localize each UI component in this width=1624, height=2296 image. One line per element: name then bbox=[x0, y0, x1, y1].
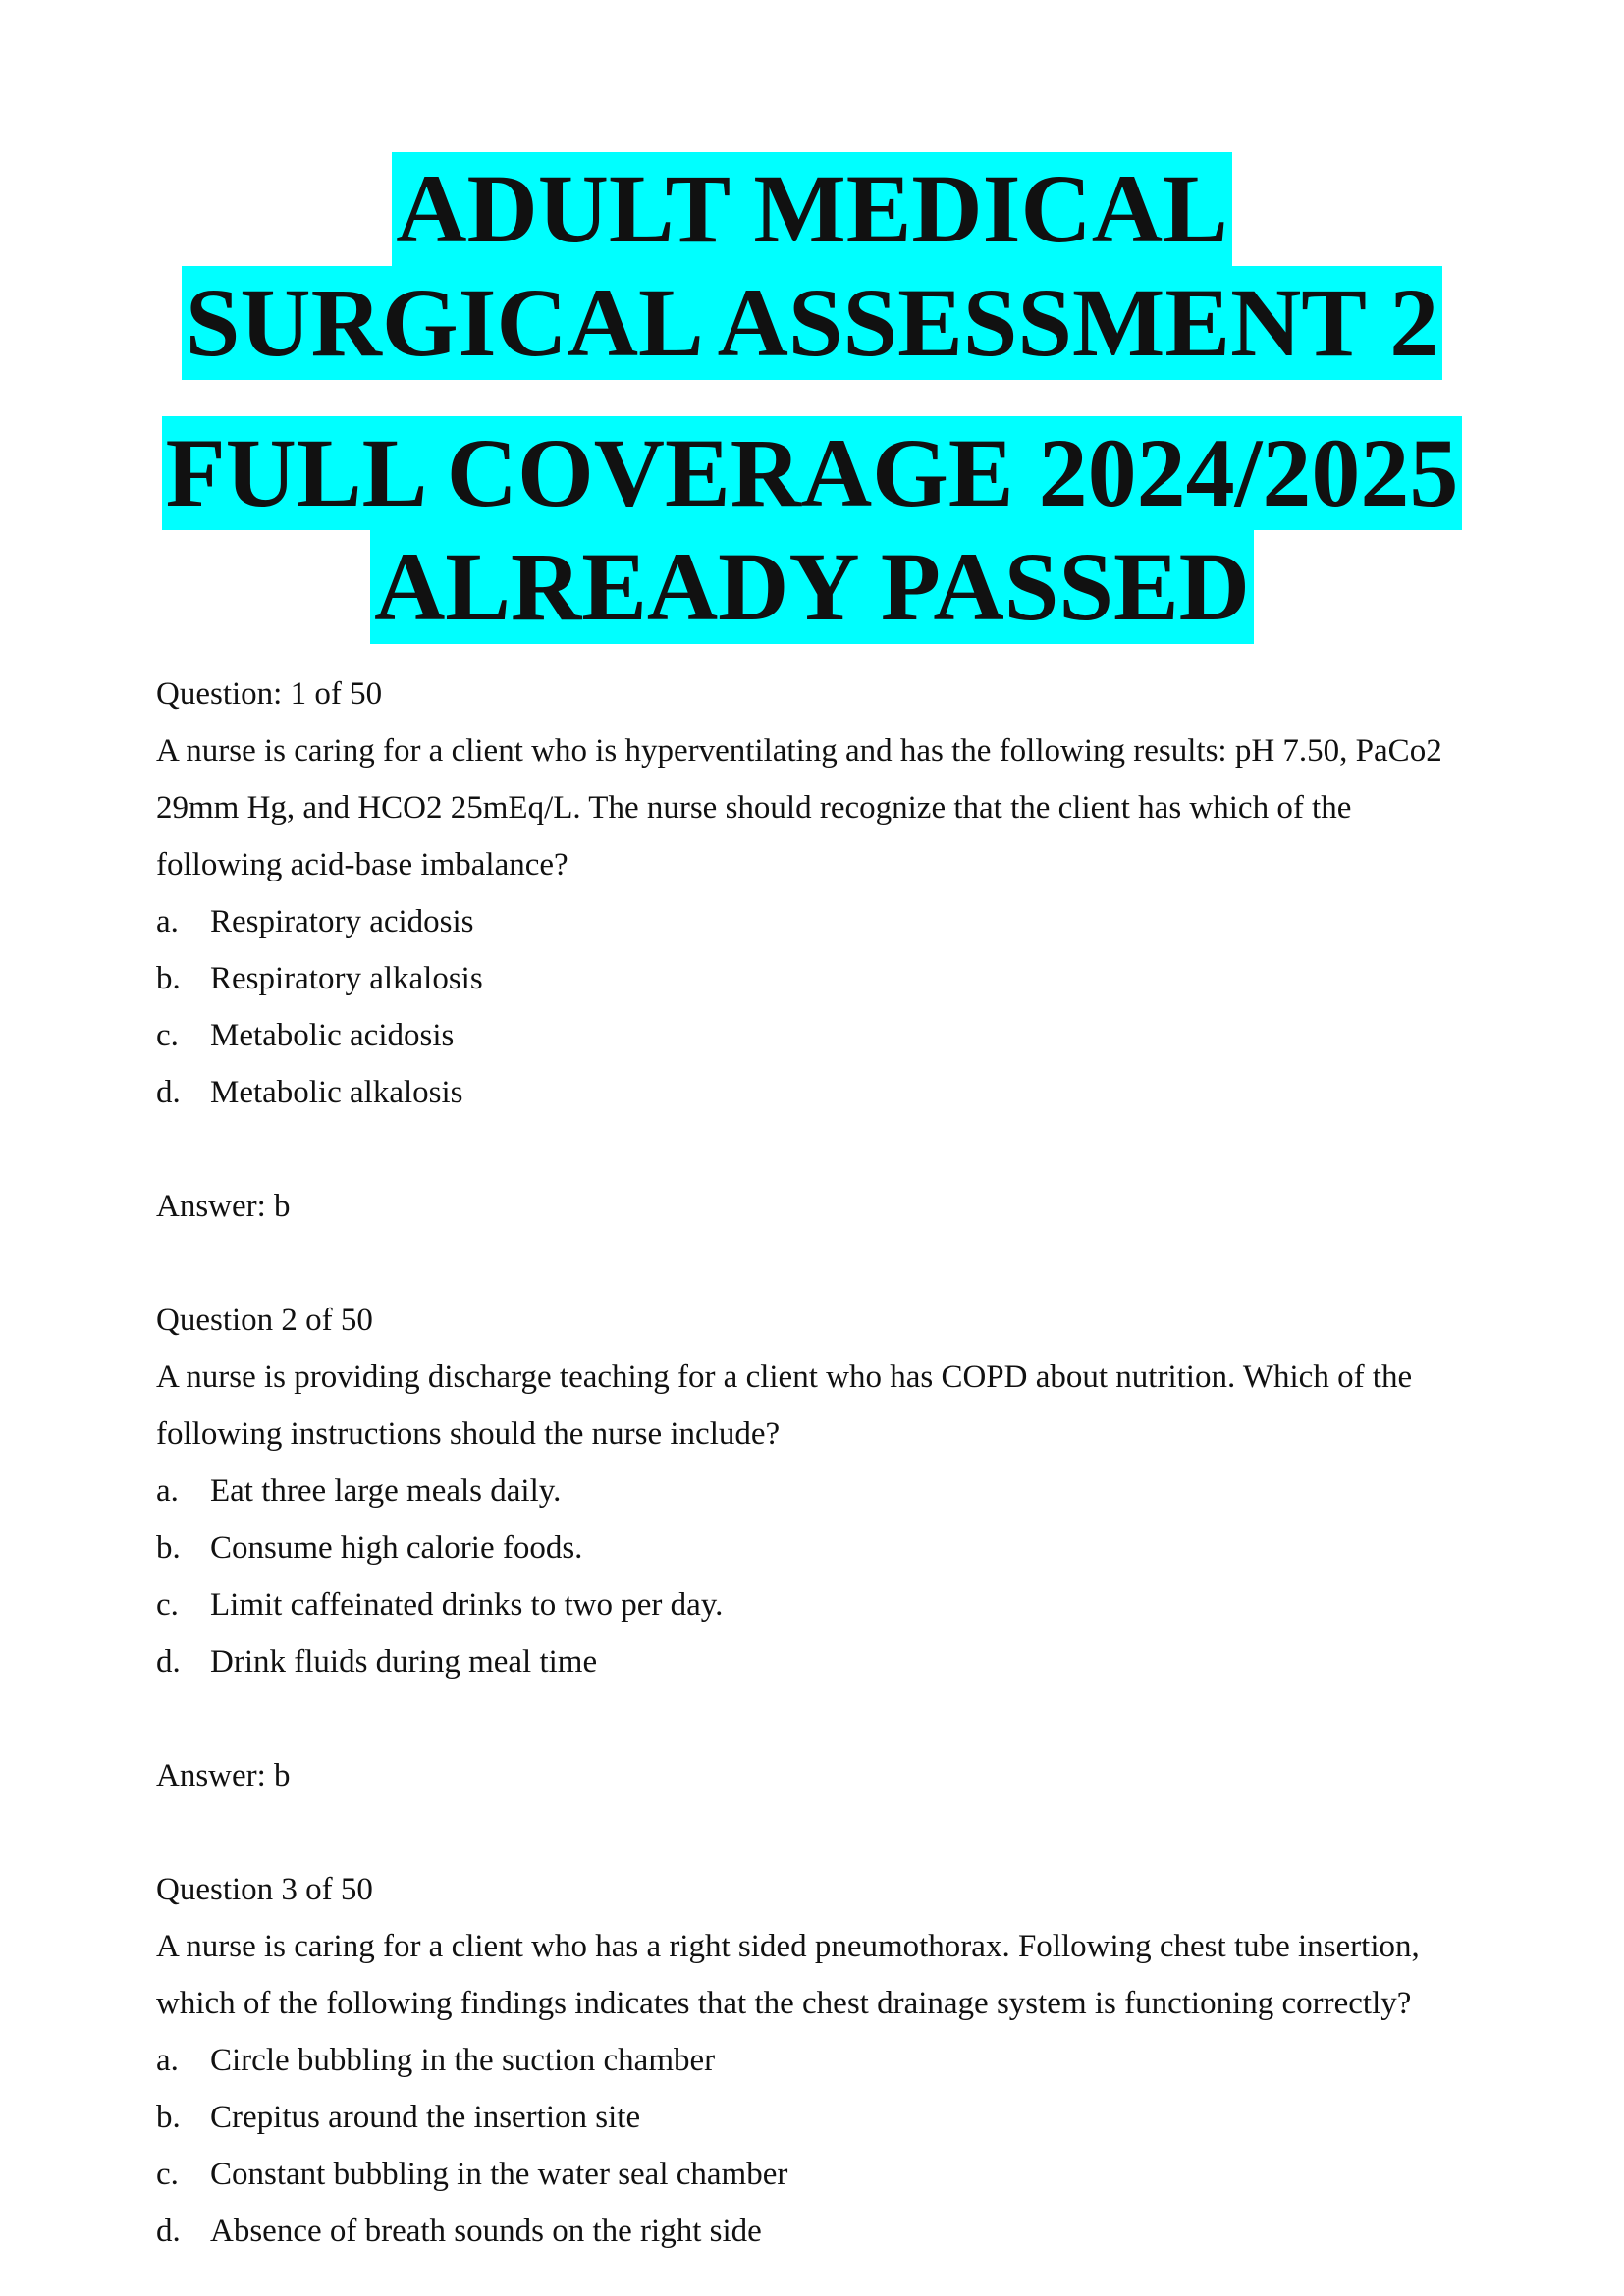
question-1 bbox=[156, 666, 1531, 1292]
option-c bbox=[156, 1007, 1531, 1064]
option-b bbox=[156, 950, 1531, 1007]
option-text: Circle bubbling in the suction chamber bbox=[210, 2043, 716, 2078]
option-a bbox=[156, 893, 1531, 950]
option-label: d. bbox=[156, 2214, 181, 2249]
option-label: a. bbox=[156, 904, 179, 939]
title-line-4: ALREADY PASSED bbox=[370, 530, 1254, 644]
option-text: Respiratory alkalosis bbox=[210, 961, 483, 996]
option-a bbox=[156, 1463, 1531, 1520]
title-line-2: SURGICAL ASSESSMENT 2 bbox=[182, 266, 1442, 380]
option-text: Limit caffeinated drinks to two per day. bbox=[210, 1587, 724, 1623]
option-label: c. bbox=[156, 1587, 179, 1623]
option-d bbox=[156, 1633, 1531, 1690]
question-text: A nurse is providing discharge teaching for a client who has COPD about nutrition. Which of the bbox=[156, 1360, 1413, 1395]
answer: Answer: b bbox=[156, 1758, 291, 1793]
question-header: Question 2 of 50 bbox=[156, 1303, 373, 1338]
option-d bbox=[156, 1064, 1531, 1121]
title-line-1: ADULT MEDICAL bbox=[392, 152, 1231, 266]
question-2 bbox=[156, 1292, 1531, 1861]
question-text: A nurse is caring for a client who has a right sided pneumothorax. Following chest tube insertion, bbox=[156, 1929, 1420, 1964]
option-c bbox=[156, 2146, 1531, 2203]
question-text: 29mm Hg, and HCO2 25mEq/L. The nurse should recognize that the client has which of the bbox=[156, 790, 1352, 826]
title-line-3: FULL COVERAGE 2024/2025 bbox=[162, 416, 1463, 530]
option-label: a. bbox=[156, 1473, 179, 1509]
option-text: Metabolic acidosis bbox=[210, 1018, 455, 1053]
option-label: c. bbox=[156, 2157, 179, 2192]
option-label: b. bbox=[156, 1530, 181, 1566]
question-text: which of the following findings indicates that the chest drainage system is functioning correctly? bbox=[156, 1986, 1412, 2021]
option-text: Drink fluids during meal time bbox=[210, 1644, 598, 1680]
option-label: b. bbox=[156, 2100, 181, 2135]
option-label: d. bbox=[156, 1644, 181, 1680]
option-a bbox=[156, 2032, 1531, 2089]
option-text: Consume high calorie foods. bbox=[210, 1530, 583, 1566]
questions-list bbox=[156, 666, 1531, 2260]
option-b bbox=[156, 1520, 1531, 1576]
question-text: following acid-base imbalance? bbox=[156, 847, 568, 882]
answer: Answer: b bbox=[156, 1189, 291, 1224]
option-text: Respiratory acidosis bbox=[210, 904, 474, 939]
option-b bbox=[156, 2089, 1531, 2146]
option-text: Constant bubbling in the water seal chamber bbox=[210, 2157, 788, 2192]
option-d bbox=[156, 2203, 1531, 2260]
option-text: Metabolic alkalosis bbox=[210, 1075, 463, 1110]
option-label: c. bbox=[156, 1018, 179, 1053]
option-label: b. bbox=[156, 961, 181, 996]
option-label: d. bbox=[156, 1075, 181, 1110]
option-text: Crepitus around the insertion site bbox=[210, 2100, 641, 2135]
option-text: Eat three large meals daily. bbox=[210, 1473, 562, 1509]
question-header: Question 3 of 50 bbox=[156, 1872, 373, 1907]
option-label: a. bbox=[156, 2043, 179, 2078]
option-text: Absence of breath sounds on the right side bbox=[210, 2214, 762, 2249]
option-c bbox=[156, 1576, 1531, 1633]
question-text: A nurse is caring for a client who is hyperventilating and has the following results: pH 7.50, PaCo2 bbox=[156, 733, 1442, 769]
question-3 bbox=[156, 1861, 1531, 2260]
question-header: Question: 1 of 50 bbox=[156, 676, 383, 712]
question-text: following instructions should the nurse include? bbox=[156, 1416, 781, 1452]
document-title bbox=[0, 152, 1624, 644]
